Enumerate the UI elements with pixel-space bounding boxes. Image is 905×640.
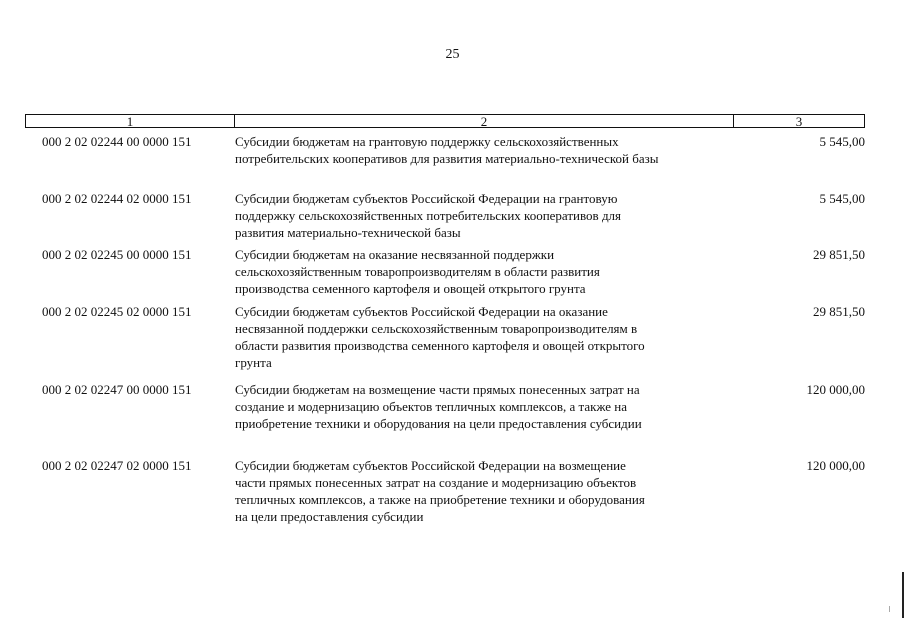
description-line: Субсидии бюджетам на оказание несвязанной поддержки <box>235 247 555 262</box>
budget-code: 000 2 02 02247 02 0000 151 <box>42 458 192 473</box>
row-description <box>235 381 735 432</box>
budget-code: 000 2 02 02245 00 0000 151 <box>42 247 192 262</box>
amount: 5 545,00 <box>819 134 865 149</box>
table-header-col-2: 2 <box>235 115 734 127</box>
description-line: производства семенного картофеля и овощей открытого грунта <box>235 281 586 296</box>
description-line: потребительских кооперативов для развития материально-технической базы <box>235 151 659 166</box>
description-line: тепличных комплексов, а также на приобретение техники и оборудования <box>235 492 645 507</box>
budget-code: 000 2 02 02244 02 0000 151 <box>42 191 192 206</box>
table-header-col-3: 3 <box>795 114 803 129</box>
description-line: сельскохозяйственным товаропроизводителям в области развития <box>235 264 600 279</box>
description-line: области развития производства семенного картофеля и овощей открытого <box>235 338 645 353</box>
description-line: Субсидии бюджетам на возмещение части прямых понесенных затрат на <box>235 382 640 397</box>
row-description <box>235 190 735 241</box>
amount: 5 545,00 <box>819 191 865 206</box>
description-line: Субсидии бюджетам субъектов Российской Федерации на возмещение <box>235 458 626 473</box>
amount: 29 851,50 <box>813 304 865 319</box>
amount: 120 000,00 <box>806 382 865 397</box>
description-line: создание и модернизацию объектов тепличных комплексов, а также на <box>235 399 628 414</box>
description-line: приобретение техники и оборудования на цели предоставления субсидии <box>235 416 642 431</box>
table-header-row <box>25 114 865 128</box>
row-description <box>235 133 735 167</box>
budget-code: 000 2 02 02244 00 0000 151 <box>42 134 192 149</box>
description-line: части прямых понесенных затрат на создание и модернизацию объектов <box>235 475 637 490</box>
description-line: Субсидии бюджетам субъектов Российской Федерации на грантовую <box>235 191 618 206</box>
table-header-col-1: 1 <box>26 115 235 127</box>
description-line: поддержку сельскохозяйственных потребительских кооперативов для <box>235 208 622 223</box>
description-line: развития материально-технической базы <box>235 225 461 240</box>
row-description <box>235 457 735 525</box>
row-description <box>235 303 735 371</box>
description-line: на цели предоставления субсидии <box>235 509 424 524</box>
row-description <box>235 246 735 297</box>
description-line: грунта <box>235 355 272 370</box>
scan-edge-mark <box>902 572 904 618</box>
budget-code: 000 2 02 02247 00 0000 151 <box>42 382 192 397</box>
amount: 29 851,50 <box>813 247 865 262</box>
budget-code: 000 2 02 02245 02 0000 151 <box>42 304 192 319</box>
scan-speck <box>889 606 890 612</box>
description-line: Субсидии бюджетам субъектов Российской Федерации на оказание <box>235 304 608 319</box>
description-line: Субсидии бюджетам на грантовую поддержку сельскохозяйственных <box>235 134 619 149</box>
description-line: несвязанной поддержки сельскохозяйственным товаропроизводителям в <box>235 321 638 336</box>
amount: 120 000,00 <box>806 458 865 473</box>
page-number: 25 <box>445 47 460 62</box>
